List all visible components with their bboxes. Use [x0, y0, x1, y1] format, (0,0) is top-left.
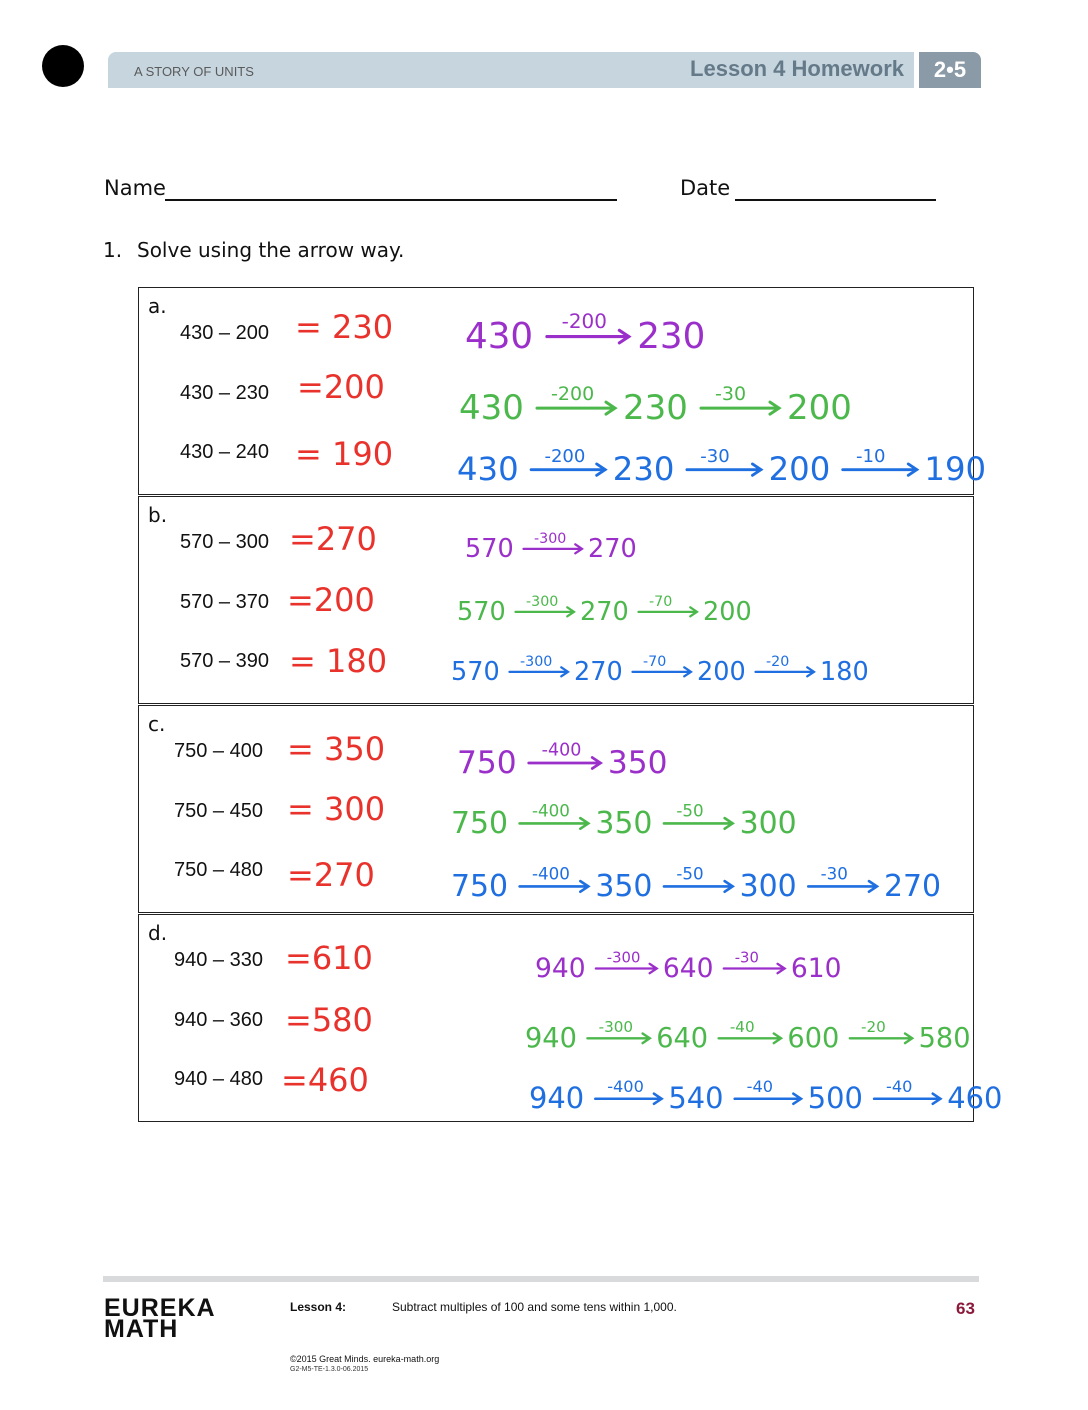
- work-number: 200: [697, 657, 746, 687]
- answer: = 350: [287, 730, 386, 768]
- answer: =460: [281, 1061, 369, 1099]
- work-number: 570: [465, 534, 514, 564]
- name-field[interactable]: [165, 199, 617, 201]
- page-number: 63: [956, 1299, 975, 1318]
- answer: = 190: [295, 435, 394, 473]
- question-text: Solve using the arrow way.: [137, 238, 405, 262]
- answer: = 300: [287, 790, 386, 828]
- answer: = 230: [295, 308, 394, 346]
- work-row: [465, 309, 705, 357]
- work-number: 640: [656, 1023, 709, 1054]
- eureka-math-logo: [104, 1294, 216, 1343]
- problem: 940 – 330: [174, 949, 263, 971]
- work-number: 500: [807, 1081, 863, 1115]
- hole-punch-dot: [42, 45, 84, 87]
- problem: 570 – 300: [180, 531, 269, 553]
- work-number: 230: [637, 316, 706, 357]
- work-number: 940: [535, 953, 586, 984]
- work-number: 430: [459, 388, 524, 428]
- module-badge: 2•5: [919, 52, 981, 88]
- work-row: [457, 594, 752, 627]
- arrow-label: -400: [531, 863, 570, 884]
- answer: =270: [287, 856, 375, 894]
- work-row: [525, 1018, 971, 1054]
- problem: 940 – 480: [174, 1068, 263, 1090]
- arrow-label: -300: [606, 949, 641, 967]
- arrow-label: -200: [551, 383, 595, 406]
- arrow-label: -400: [531, 800, 570, 821]
- work-number: 580: [918, 1023, 971, 1054]
- arrow-work-a: [139, 288, 987, 496]
- arrow-label: -300: [526, 593, 559, 610]
- section-d: [138, 914, 1003, 1122]
- series-title: A STORY OF UNITS: [134, 64, 254, 79]
- lesson-title: Lesson 4 Homework: [690, 56, 904, 81]
- answer: =580: [285, 1001, 373, 1039]
- work-number: 640: [662, 953, 714, 984]
- answer: =270: [289, 520, 377, 558]
- answer: =200: [297, 368, 385, 406]
- arrow-work-c: [139, 706, 975, 914]
- arrow-label: -20: [766, 653, 790, 670]
- arrow-label: -70: [643, 653, 667, 670]
- arrow-work-d: [139, 915, 1003, 1123]
- section-b: [138, 496, 974, 704]
- date-label: Date: [680, 176, 731, 200]
- document-code: G2-M5-TE-1.3.0-06.2015: [290, 1366, 369, 1373]
- work-number: 350: [607, 745, 668, 781]
- work-number: 430: [457, 450, 519, 488]
- arrow-label: -40: [729, 1017, 755, 1036]
- section-a: [138, 287, 987, 495]
- work-row: [535, 949, 841, 984]
- work-number: 350: [595, 806, 653, 841]
- arrow-label: -300: [534, 530, 567, 547]
- section-label: d.: [148, 921, 168, 945]
- work-number: 460: [947, 1081, 1003, 1115]
- arrow-label: -40: [746, 1076, 774, 1096]
- work-row: [465, 531, 637, 564]
- arrow-label: -50: [676, 863, 704, 884]
- work-number: 570: [451, 657, 500, 687]
- work-number: 270: [574, 657, 623, 687]
- arrow-label: -20: [861, 1017, 886, 1036]
- arrow-label: -200: [561, 309, 607, 334]
- work-number: 200: [703, 597, 752, 627]
- arrow-label: -40: [886, 1076, 913, 1096]
- arrow-label: -400: [541, 740, 582, 761]
- problem: 430 – 230: [180, 382, 269, 404]
- problem: 430 – 200: [180, 322, 269, 344]
- work-row: [529, 1077, 1002, 1115]
- copyright: ©2015 Great Minds. eureka-math.org: [290, 1354, 440, 1364]
- section-label: a.: [148, 294, 167, 318]
- work-number: 230: [623, 388, 688, 428]
- work-number: 940: [529, 1081, 585, 1115]
- work-number: 540: [668, 1081, 724, 1115]
- header-bar: [108, 52, 914, 88]
- work-row: [459, 383, 852, 428]
- problem: 940 – 360: [174, 1009, 263, 1031]
- answer: = 180: [289, 642, 388, 680]
- arrow-label: -70: [649, 593, 673, 610]
- problem: 570 – 370: [180, 591, 269, 613]
- work-number: 300: [739, 806, 797, 841]
- work-number: 430: [465, 316, 534, 357]
- work-number: 600: [787, 1023, 840, 1054]
- problem: 750 – 450: [174, 800, 263, 822]
- work-number: 940: [525, 1023, 577, 1054]
- work-number: 190: [924, 450, 987, 488]
- arrow-work-b: [139, 497, 975, 705]
- section-label: c.: [148, 712, 166, 736]
- work-number: 750: [457, 745, 517, 781]
- footer-lesson-description: Subtract multiples of 100 and some tens within 1,000.: [392, 1300, 677, 1314]
- section-label: b.: [148, 503, 168, 527]
- arrow-label: -300: [598, 1017, 634, 1036]
- arrow-label: -50: [676, 800, 704, 821]
- work-number: 750: [451, 869, 509, 904]
- work-number: 230: [612, 450, 675, 488]
- answer: =610: [285, 939, 373, 977]
- work-number: 300: [739, 869, 797, 904]
- answer: =200: [287, 581, 375, 619]
- work-number: 180: [820, 657, 869, 687]
- logo-line-1: EUREKA: [104, 1294, 216, 1322]
- problem: 570 – 390: [180, 650, 269, 672]
- question-number: 1.: [103, 238, 123, 262]
- footer-lesson-label: Lesson 4:: [290, 1300, 347, 1314]
- footer-rule: [103, 1276, 979, 1282]
- work-number: 350: [595, 869, 653, 904]
- work-number: 750: [451, 806, 509, 841]
- work-number: 270: [883, 869, 942, 904]
- arrow-label: -200: [544, 446, 586, 468]
- work-row: [451, 654, 869, 687]
- problem: 430 – 240: [180, 441, 269, 463]
- work-row: [451, 800, 797, 841]
- arrow-label: -10: [856, 446, 886, 468]
- work-number: 200: [787, 388, 852, 428]
- work-row: [457, 446, 986, 488]
- arrow-label: -30: [734, 949, 759, 967]
- work-row: [457, 741, 668, 781]
- section-c: [138, 705, 974, 913]
- problem: 750 – 480: [174, 859, 263, 881]
- work-number: 570: [457, 597, 506, 627]
- arrow-label: -30: [820, 863, 848, 884]
- date-field[interactable]: [735, 199, 936, 201]
- work-number: 200: [768, 450, 831, 488]
- arrow-label: -400: [607, 1076, 644, 1096]
- work-number: 610: [790, 953, 842, 984]
- arrow-label: -300: [520, 653, 553, 670]
- work-number: 270: [588, 534, 637, 564]
- problem: 750 – 400: [174, 740, 263, 762]
- work-number: 270: [580, 597, 629, 627]
- arrow-label: -30: [715, 383, 747, 406]
- work-row: [451, 863, 941, 904]
- logo-line-2: MATH: [104, 1315, 179, 1343]
- arrow-label: -30: [700, 446, 730, 468]
- name-label: Name: [104, 176, 166, 200]
